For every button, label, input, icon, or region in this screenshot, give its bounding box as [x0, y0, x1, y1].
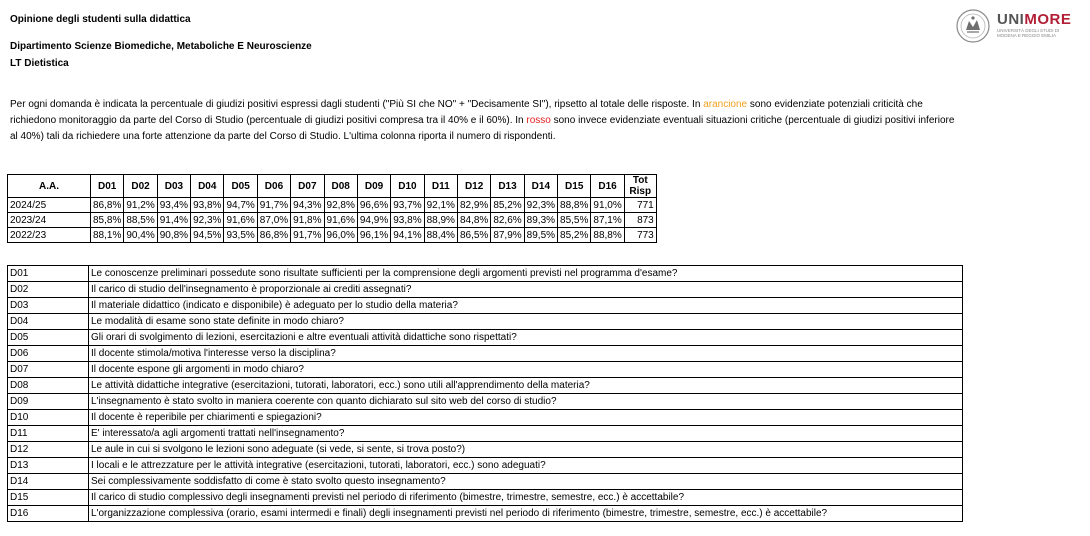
legend-row — [8, 282, 963, 298]
value-cell: 771 — [624, 198, 656, 213]
column-header-d03: D03 — [157, 175, 190, 198]
column-header-d04: D04 — [191, 175, 224, 198]
question-code: D07 — [8, 362, 89, 378]
column-header-aa: A.A. — [8, 175, 91, 198]
value-cell: 89,3% — [524, 213, 557, 228]
question-code: D03 — [8, 298, 89, 314]
table-row — [8, 198, 657, 213]
question-code: D01 — [8, 266, 89, 282]
column-header-d12: D12 — [457, 175, 490, 198]
value-cell: 873 — [624, 213, 656, 228]
question-text: Il docente stimola/motiva l'interesse verso la disciplina? — [89, 346, 963, 362]
column-header-d06: D06 — [257, 175, 290, 198]
question-code: D05 — [8, 330, 89, 346]
value-cell: 88,8% — [558, 198, 591, 213]
value-cell: 86,8% — [257, 228, 290, 243]
value-cell: 93,8% — [391, 213, 424, 228]
intro-orange-word: arancione — [703, 99, 748, 110]
value-cell: 94,5% — [191, 228, 224, 243]
legend-row — [8, 330, 963, 346]
column-header-d08: D08 — [324, 175, 357, 198]
column-header-d15: D15 — [558, 175, 591, 198]
value-cell: 92,1% — [424, 198, 457, 213]
value-cell: 88,4% — [424, 228, 457, 243]
logo-subtitle: UNIVERSITÀ DEGLI STUDI DI MODENA E REGGIO EMILIA — [997, 28, 1060, 38]
value-cell: 87,9% — [491, 228, 524, 243]
question-code: D06 — [8, 346, 89, 362]
question-text: Gli orari di svolgimento di lezioni, esercitazioni e altre eventuali attività didattiche sono rispettati? — [89, 330, 963, 346]
question-code: D12 — [8, 442, 89, 458]
questions-legend-table — [7, 265, 963, 522]
value-cell: 94,1% — [391, 228, 424, 243]
legend-row — [8, 378, 963, 394]
question-text: Il docente è reperibile per chiarimenti e spiegazioni? — [89, 410, 963, 426]
value-cell: 86,5% — [457, 228, 490, 243]
intro-part-2: sono evidenziate potenziali criticità che richiedono monitoraggio da parte del Corso di Studio (percentuale di giudizi positivi compresa tra il 40% e il 60%). In — [10, 99, 923, 126]
column-header-d05: D05 — [224, 175, 257, 198]
value-cell: 96,1% — [357, 228, 390, 243]
value-cell: 85,8% — [91, 213, 124, 228]
table-header-row — [8, 175, 657, 198]
value-cell: 91,2% — [124, 198, 157, 213]
university-seal-icon — [955, 8, 991, 44]
value-cell: 82,6% — [491, 213, 524, 228]
legend-row — [8, 490, 963, 506]
column-header-d13: D13 — [491, 175, 524, 198]
value-cell: 88,5% — [124, 213, 157, 228]
question-text: I locali e le attrezzature per le attività integrative (esercitazioni, tutorati, laboratori, ecc.) sono adeguati? — [89, 458, 963, 474]
academic-year-cell: 2024/25 — [8, 198, 91, 213]
value-cell: 773 — [624, 228, 656, 243]
question-text: Le modalità di esame sono state definite in modo chiaro? — [89, 314, 963, 330]
value-cell: 85,5% — [558, 213, 591, 228]
unimore-logo — [955, 8, 1085, 44]
question-text: Le aule in cui si svolgono le lezioni sono adeguate (si vede, si sente, si trova posto?) — [89, 442, 963, 458]
value-cell: 82,9% — [457, 198, 490, 213]
column-header-d01: D01 — [91, 175, 124, 198]
intro-part-3: sono invece evidenziate eventuali situazioni critiche (percentuale di giudizi positivi inferiore al 40%) tali da richiedere una forte attenzione da parte del Corso di Studio. L'ultima colonna riporta il numero di rispondenti. — [10, 115, 955, 142]
value-cell: 90,4% — [124, 228, 157, 243]
legend-row — [8, 362, 963, 378]
value-cell: 93,7% — [391, 198, 424, 213]
column-header-d09: D09 — [357, 175, 390, 198]
results-table — [7, 174, 657, 243]
question-code: D09 — [8, 394, 89, 410]
legend-row — [8, 266, 963, 282]
legend-body — [8, 266, 963, 522]
value-cell: 96,0% — [324, 228, 357, 243]
value-cell: 87,0% — [257, 213, 290, 228]
value-cell: 91,6% — [224, 213, 257, 228]
question-code: D04 — [8, 314, 89, 330]
value-cell: 91,4% — [157, 213, 190, 228]
academic-year-cell: 2023/24 — [8, 213, 91, 228]
course-name: LT Dietistica — [10, 58, 69, 69]
academic-year-cell: 2022/23 — [8, 228, 91, 243]
legend-row — [8, 442, 963, 458]
page-title: Opinione degli studenti sulla didattica — [10, 14, 191, 25]
value-cell: 87,1% — [591, 213, 624, 228]
legend-row — [8, 298, 963, 314]
column-header-d14: D14 — [524, 175, 557, 198]
question-text: Sei complessivamente soddisfatto di come è stato svolto questo insegnamento? — [89, 474, 963, 490]
value-cell: 91,0% — [591, 198, 624, 213]
legend-row — [8, 506, 963, 522]
column-header-d16: D16 — [591, 175, 624, 198]
value-cell: 93,8% — [191, 198, 224, 213]
value-cell: 92,8% — [324, 198, 357, 213]
question-text: Le attività didattiche integrative (esercitazioni, tutorati, laboratori, ecc.) sono utili all'apprendimento della materia? — [89, 378, 963, 394]
table-body — [8, 198, 657, 243]
value-cell: 88,9% — [424, 213, 457, 228]
legend-row — [8, 394, 963, 410]
value-cell: 88,8% — [591, 228, 624, 243]
question-code: D10 — [8, 410, 89, 426]
value-cell: 89,5% — [524, 228, 557, 243]
value-cell: 85,2% — [558, 228, 591, 243]
question-code: D16 — [8, 506, 89, 522]
question-text: Il materiale didattico (indicato e disponibile) è adeguato per lo studio della materia? — [89, 298, 963, 314]
value-cell: 94,3% — [291, 198, 324, 213]
value-cell: 92,3% — [191, 213, 224, 228]
value-cell: 91,7% — [291, 228, 324, 243]
department-name: Dipartimento Scienze Biomediche, Metaboliche E Neuroscienze — [10, 41, 312, 52]
column-header-d11: D11 — [424, 175, 457, 198]
question-code: D14 — [8, 474, 89, 490]
value-cell: 93,5% — [224, 228, 257, 243]
intro-part-1: Per ogni domanda è indicata la percentuale di giudizi positivi espressi dagli studenti ("Più SI che NO" + "Decisamente SI"), ripsetto al totale delle risposte. In — [10, 99, 704, 110]
value-cell: 96,6% — [357, 198, 390, 213]
question-text: L'organizzazione complessiva (orario, esami intermedi e finali) degli insegnamenti previsti nel periodo di riferimento (bimestre, trimestre, semestre, ecc.) è accettabile? — [89, 506, 963, 522]
value-cell: 90,8% — [157, 228, 190, 243]
logo-wordmark — [997, 11, 1071, 28]
question-code: D15 — [8, 490, 89, 506]
question-code: D08 — [8, 378, 89, 394]
question-code: D11 — [8, 426, 89, 442]
value-cell: 93,4% — [157, 198, 190, 213]
table-row — [8, 228, 657, 243]
value-cell: 91,8% — [291, 213, 324, 228]
value-cell: 91,7% — [257, 198, 290, 213]
value-cell: 92,3% — [524, 198, 557, 213]
value-cell: 84,8% — [457, 213, 490, 228]
legend-row — [8, 426, 963, 442]
intro-red-word: rosso — [526, 115, 551, 126]
value-cell: 85,2% — [491, 198, 524, 213]
question-text: Il carico di studio dell'insegnamento è proporzionale ai crediti assegnati? — [89, 282, 963, 298]
legend-row — [8, 346, 963, 362]
legend-row — [8, 474, 963, 490]
question-text: Il docente espone gli argomenti in modo chiaro? — [89, 362, 963, 378]
question-text: E' interessato/a agli argomenti trattati nell'insegnamento? — [89, 426, 963, 442]
value-cell: 91,6% — [324, 213, 357, 228]
question-text: Le conoscenze preliminari possedute sono risultate sufficienti per la comprensione degli argomenti previsti nel programma d'esame? — [89, 266, 963, 282]
column-header-d02: D02 — [124, 175, 157, 198]
legend-row — [8, 410, 963, 426]
value-cell: 94,7% — [224, 198, 257, 213]
column-header-d07: D07 — [291, 175, 324, 198]
legend-row — [8, 458, 963, 474]
logo-uni: UNI — [997, 11, 1025, 28]
column-header-tot-risp: Tot Risp — [624, 175, 656, 198]
question-text: L'insegnamento è stato svolto in maniera coerente con quanto dichiarato sul sito web del corso di studio? — [89, 394, 963, 410]
value-cell: 86,8% — [91, 198, 124, 213]
value-cell: 94,9% — [357, 213, 390, 228]
question-text: Il carico di studio complessivo degli insegnamenti previsti nel periodo di riferimento (bimestre, trimestre, semestre, ecc.) è accettabile? — [89, 490, 963, 506]
logo-more: MORE — [1024, 11, 1072, 28]
question-code: D02 — [8, 282, 89, 298]
question-code: D13 — [8, 458, 89, 474]
column-header-d10: D10 — [391, 175, 424, 198]
value-cell: 88,1% — [91, 228, 124, 243]
intro-paragraph — [10, 97, 955, 145]
legend-row — [8, 314, 963, 330]
table-row — [8, 213, 657, 228]
